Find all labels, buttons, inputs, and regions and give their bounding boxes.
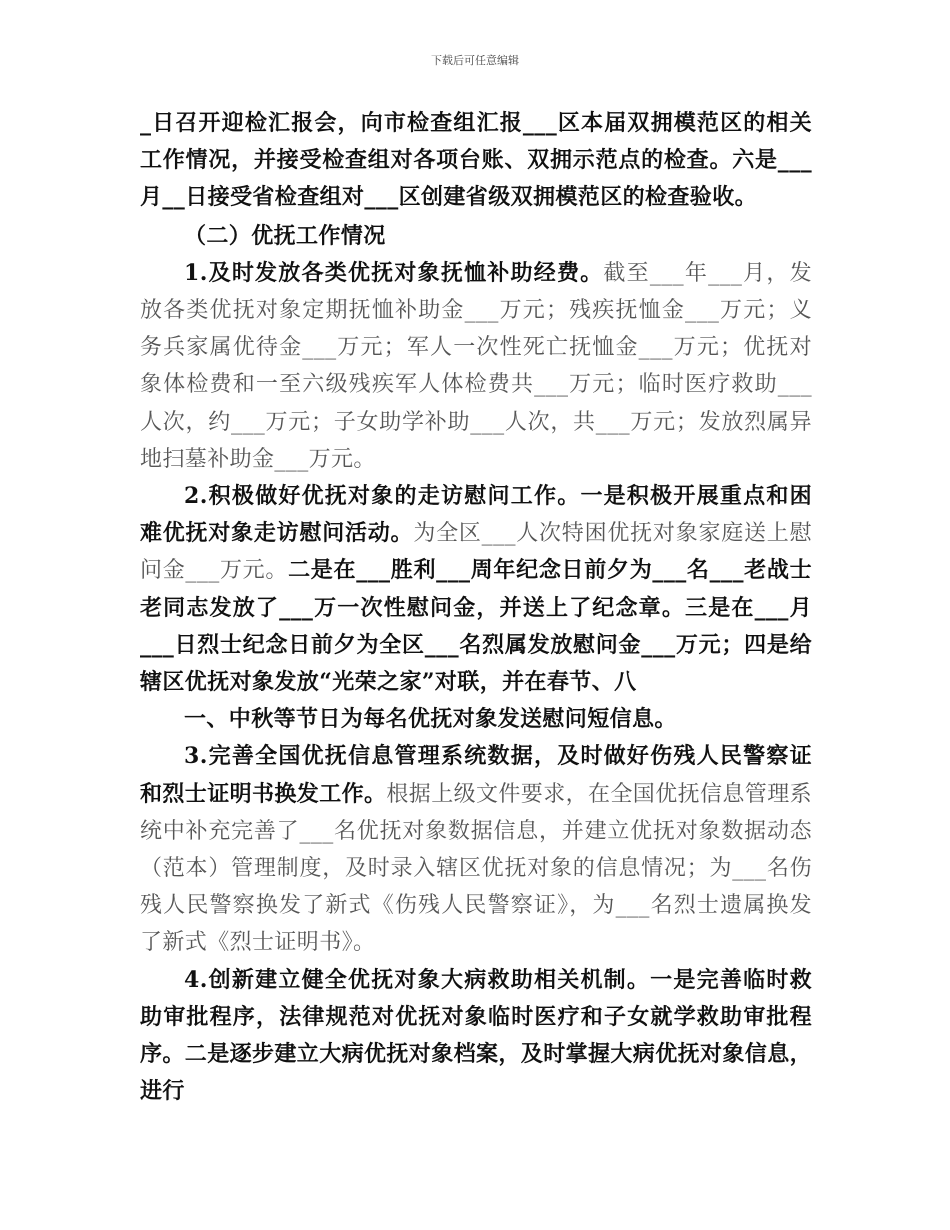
paragraph-3 [140, 255, 812, 478]
text-segment: 截至___年___月，发放各类优抚对象定期抚恤补助金___万元；残疾抚恤金___万元；义务兵家属优待金___万元；军人一次性死亡抚恤金___万元；优抚对象体检费和一至六级残疾军人体检费共___万元；临时医疗救助___人次，约___万元；子女助学补助___人次，共___万元；发放烈属异地扫墓补助金___万元。 [140, 260, 812, 472]
text-segment: 2.积极做好优抚对象的走访慰问工作。一是积极开展重点和困难优抚对象走访慰问活动。 [140, 483, 812, 547]
paragraph-7 [140, 962, 812, 1111]
text-segment: 一、中秋等节日为每名优抚对象发送慰问短信息。 [184, 706, 677, 733]
text-segment: _日召开迎检汇报会，向市检查组汇报___区本届双拥模范区的相关工作情况，并接受检查组对各项台账、双拥示范点的检查。六是___月__日接受省检查组对___区创建省级双拥模范区的检查验收。 [140, 110, 812, 211]
paragraph-4 [140, 478, 812, 701]
section-heading [140, 218, 812, 255]
text-segment: 根据上级文件要求，在全国优抚信息管理系统中补充完善了___名优抚对象数据信息，并建立优抚对象数据动态（范本）管理制度，及时录入辖区优抚对象的信息情况；为___名伤残人民警察换发了新式《伤残人民警察证》，为___名烈士遗属换发了新式《烈士证明书》。 [140, 781, 813, 956]
paragraph-1 [140, 105, 812, 217]
text-segment: 为全区___人次特困优抚对象家庭送上慰问金___万元。 [140, 521, 812, 584]
paragraph-5 [140, 701, 812, 738]
text-segment: 二是在___胜利___周年纪念日前夕为___名___老战士老同志发放了___万一次性慰问金，并送上了纪念章。三是在___月___日烈士纪念日前夕为全区___名烈属发放慰问金___万元；四是给辖区优抚对象发放“光荣之家”对联，并在春节、八 [140, 557, 812, 696]
paragraph-6 [140, 738, 812, 961]
text-segment: 1.及时发放各类优抚对象抚恤补助经费。 [184, 259, 604, 286]
text-segment: 3.完善全国优抚信息管理系统数据，及时做好伤残人民警察证和烈士证明书换发工作。 [140, 743, 812, 807]
document-body [140, 105, 812, 1110]
page-header: 下载后可任意编辑 [431, 54, 519, 67]
text-segment: （二）优抚工作情况 [184, 222, 386, 249]
text-segment: 4.创新建立健全优抚对象大病救助相关机制。一是完善临时救助审批程序，法律规范对优抚对象临时医疗和子女就学救助审批程序。二是逐步建立大病优抚对象档案，及时掌握大病优抚对象信息，进行 [140, 966, 813, 1105]
